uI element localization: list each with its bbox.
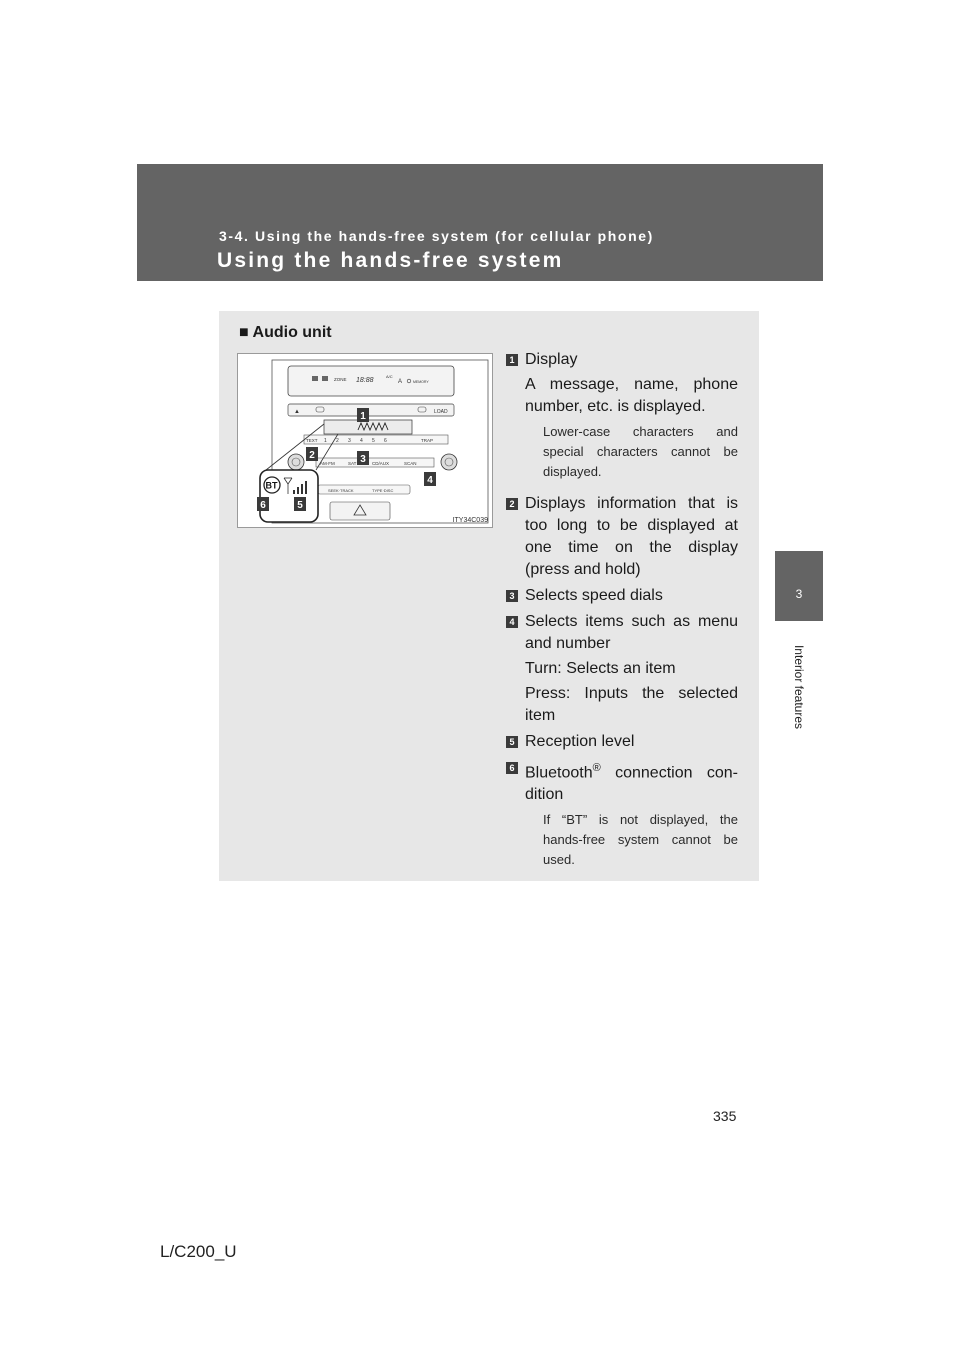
svg-text:2: 2 — [336, 438, 339, 444]
svg-text:A: A — [398, 379, 403, 385]
list-item — [506, 493, 738, 581]
cd-slot-row — [288, 404, 454, 416]
callout-2: 2 — [309, 450, 315, 461]
item-number: 1 — [506, 354, 518, 366]
svg-text:ZONE: ZONE — [334, 377, 347, 382]
item-detail-press: Press: Inputs the selected item — [525, 685, 738, 724]
chapter-label: Interior features — [792, 644, 806, 730]
svg-text:AM·FM: AM·FM — [320, 461, 335, 466]
svg-text:CD/AUX: CD/AUX — [372, 461, 390, 466]
svg-text:1: 1 — [324, 438, 327, 444]
item-label: Bluetooth® connection con-dition — [525, 762, 738, 804]
svg-text:18:88: 18:88 — [356, 377, 374, 384]
chapter-number: 3 — [795, 587, 803, 601]
figure-code: ITY34C039 — [452, 517, 488, 524]
page-title: Using the hands-free system — [217, 249, 564, 272]
item-number: 2 — [506, 498, 518, 510]
item-detail-turn: Turn: Selects an item — [525, 660, 676, 677]
svg-text:A/C: A/C — [386, 374, 393, 379]
item-number: 4 — [506, 616, 518, 628]
item-label: Reception level — [525, 733, 635, 750]
audio-unit-panel — [219, 311, 759, 881]
item-list — [506, 349, 738, 870]
item-label: Selects speed dials — [525, 587, 663, 604]
item-number: 3 — [506, 590, 518, 602]
svg-text:3: 3 — [348, 438, 351, 444]
power-volume-knob — [288, 454, 304, 470]
audio-display — [324, 420, 412, 434]
panel-heading: ■ Audio unit — [239, 324, 332, 341]
item-number: 6 — [506, 762, 518, 774]
item-note: Lower-case characters and special characters cannot be displayed. — [543, 424, 738, 479]
chapter-tab[interactable] — [775, 551, 823, 621]
tune-select-knob — [441, 454, 457, 470]
callout-1: 1 — [360, 411, 366, 422]
svg-text:4: 4 — [360, 438, 363, 444]
list-item — [506, 349, 738, 482]
callout-4: 4 — [427, 475, 433, 486]
item-number: 5 — [506, 736, 518, 748]
section-header — [137, 164, 823, 281]
svg-text:SAT: SAT — [348, 461, 357, 466]
model-code: L/C200_U — [160, 1242, 237, 1261]
load-label: LOAD — [434, 409, 448, 415]
svg-text:▲: ▲ — [294, 409, 300, 415]
item-description: A message, name, phone number, etc. is displayed. — [525, 376, 738, 415]
svg-text:5: 5 — [372, 438, 375, 444]
trap-button-label: TRAP — [421, 438, 434, 443]
callout-3: 3 — [360, 454, 366, 465]
item-label: Displays information that is too long to be displayed at one time on the display (press and hold) — [525, 495, 738, 578]
section-subtitle: 3-4. Using the hands-free system (for cellular phone) — [219, 228, 654, 244]
svg-text:SCAN: SCAN — [404, 461, 417, 466]
list-item — [506, 611, 738, 727]
item-label: Display — [525, 351, 578, 368]
svg-text:6: 6 — [384, 438, 387, 444]
text-button-label: TEXT — [306, 438, 318, 443]
svg-text:MEMORY: MEMORY — [413, 380, 429, 384]
callout-5: 5 — [297, 500, 303, 511]
svg-text:SEEK·TRACK: SEEK·TRACK — [328, 488, 354, 493]
list-item — [506, 757, 738, 870]
audio-unit-figure — [237, 353, 493, 528]
svg-text:TYPE·DISC: TYPE·DISC — [372, 488, 394, 493]
bt-label: BT — [265, 480, 278, 491]
item-note: If “BT” is not displayed, the hands-free system cannot be used. — [543, 812, 738, 868]
list-item — [506, 731, 738, 753]
list-item — [506, 585, 738, 607]
page-number: 335 — [713, 1108, 737, 1124]
item-label: Selects items such as menu and number — [525, 613, 738, 652]
callout-6: 6 — [260, 500, 266, 511]
